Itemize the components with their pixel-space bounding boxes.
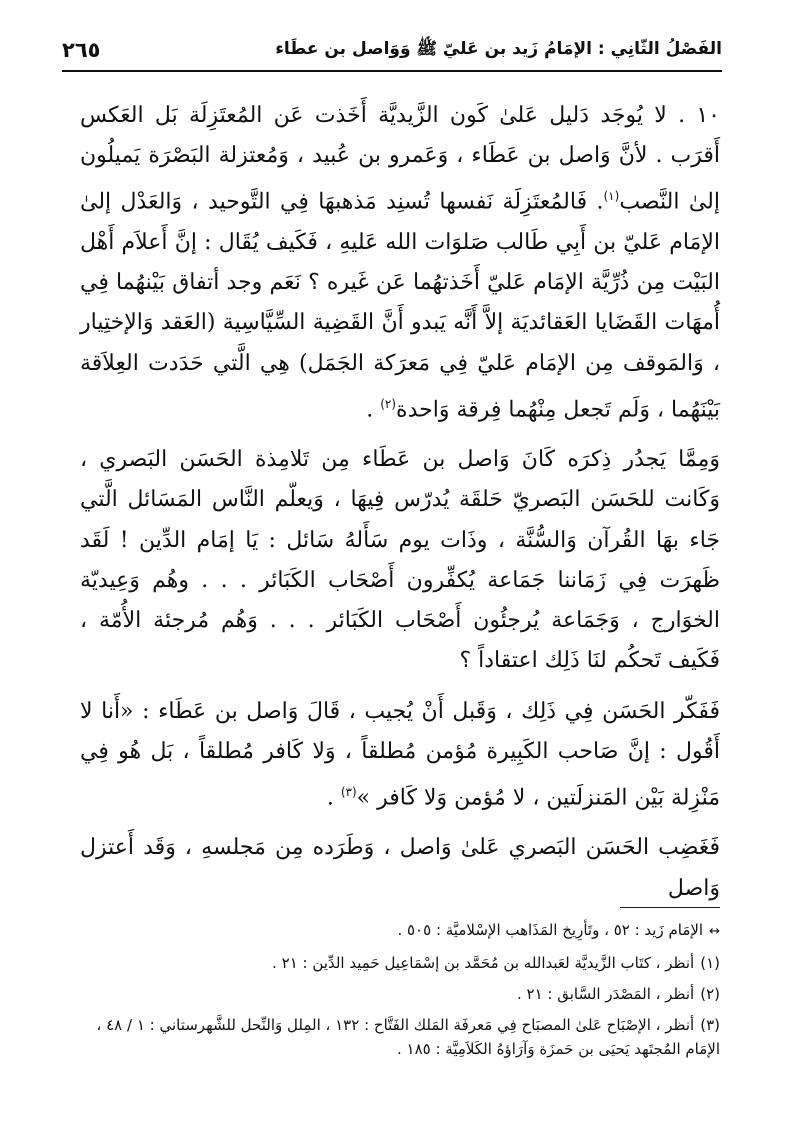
footnotes [80, 918, 720, 1068]
footnote-separator [620, 907, 720, 908]
footnote-carryover: ↔الإمَام زَيد : ٥٢ ، وتَأرِيخ المَذَاهب الإسْلاميَّة : ٥٠٥ . [397, 921, 720, 939]
footnote-ref-1[interactable]: (١) [603, 189, 620, 204]
footnote-ref-2[interactable]: (٢) [380, 396, 397, 411]
page-number: ٢٦٥ [62, 38, 101, 62]
chapter-title: الفَصْلُ الثّانِي : الإمَامُ زَيد بن عَليّ ﷺ وَوَاصل بن عطَاء [275, 39, 722, 59]
footnote-ref-3[interactable]: (٣) [340, 784, 357, 799]
footnote-3: (٣)أنظر ، الإصْبَاح عَلىٰ المصبَاح فِي مَعرفَة المَلك الفَتَّاح : ١٣٢ ، المِلل وَالنِّحل للشَّهرستاني : ١ / ٤٨ ، الإمَام المُجتَهد يَحيَى بن حَمزَة وَآرَاؤهُ الكَلاَمِيَّة : ١٨٥ . [96, 1016, 720, 1058]
continuation-arrow-icon: ↔ [709, 924, 720, 939]
footnote-1: (١)أنظر ، كتَاب الزَّيديَّة لعَبدالله بن مُحَمَّد بن إسْمَاعِيل حَمِيد الدِّين : ٢١ . [272, 954, 720, 972]
running-header [62, 34, 722, 72]
paragraph-2: وَمِمَّا يَجدُر ذِكرَه كَانَ وَاصل بن عَطَاء مِن تَلامِذة الحَسَن البَصري ، وَكَانت للحَسَن البَصريّ حَلقَة يُدرّس فِيهَا ، وَيعلّم النَّاس المَسَائل الَّتي جَاء بهَا القُرآن وَالسُّنَّة ، وذَات يوم سَأَلهُ سَائل : يَا إمَام الدِّين ! لَقَد ظَهرَت فِي زَمَاننا جَمَاعة يُكفِّرون أَصْحَاب الكَبَائر . . . وهُم وَعِيديّة الخوَارج ، وَجَمَاعة يُرجئُون أَصْحَاب الكَبَائر . . . وَهُم مُرجئة الأُمّة ، فَكَيف تَحكُم لنَا ذَلِك اعتقاداً ؟ [80, 447, 720, 674]
main-text [80, 96, 720, 909]
paragraph-4: فَغَضِب الحَسَن البَصري عَلىٰ وَاصل ، وَطَرَده مِن مَجلسهِ ، وَقَد أَعتزل وَاصل [80, 835, 720, 901]
footnote-2: (٢)أنظر ، المَصْدَر السَّابق : ٢١ . [516, 985, 720, 1003]
paragraph-1: ١٠ . لا يُوجَد دَليل عَلىٰ كَون الزَّيديَّة أَخَذت عَن المُعتَزِلَة بَل العَكس أَقرَب . لأنَّ وَاصل بن عَطَاء ، وَعَمرو بن عُبيد ، وَمُعتزلة البَصْرَة يَميلُون إلىٰ النَّصب$^{(١)}$. فَالمُعتَزِلَة نَفسها تُسنِد مَذهبهَا فِي التَّوحيد ، وَالعَدْل إلىٰ الإمَام عَليّ بن أَبِي طَالب صَلوَات الله عَليهِ ، فَكَيف يُقَال : إنَّ أَعلاَم أَهْل البَيْت مِن ذُرِّيَّة الإمَام عَليّ أَخَذتهُما عَن غَيره ؟ نَعَم وجد أتفاق بَيْنهُما فِي أُمهَات القَضَايا العَقائديَة إلاَّ أَنَّه يَبدو أَنَّ القَضِية السِّيَّاسِية (العَقد وَالإختِيار ، وَالمَوقف مِن الإمَام عَليّ فِي مَعرَكة الجَمَل) هِي الَّتي حَدَدت العِلاَقة بَيْنَهُما ، وَلَم تَجعل مِنْهُما فِرقة وَاحدة$^{(٢)}$ . [80, 103, 720, 423]
paragraph-3: فَفَكّر الحَسَن فِي ذَلِك ، وَقَبل أَنْ يُجيب ، قَالَ وَاصل بن عَطَاء : «أَنا لا أَقُول : إنَّ صَاحب الكَبِيرة مُؤمن مُطلقاً ، وَلا كَافر مُطلقاً ، بَل هُو فِي مَنْزِلة بَيْن المَنزلَتين ، لا مُؤمن وَلا كَافر »$^{(٣)}$ . [80, 698, 720, 811]
